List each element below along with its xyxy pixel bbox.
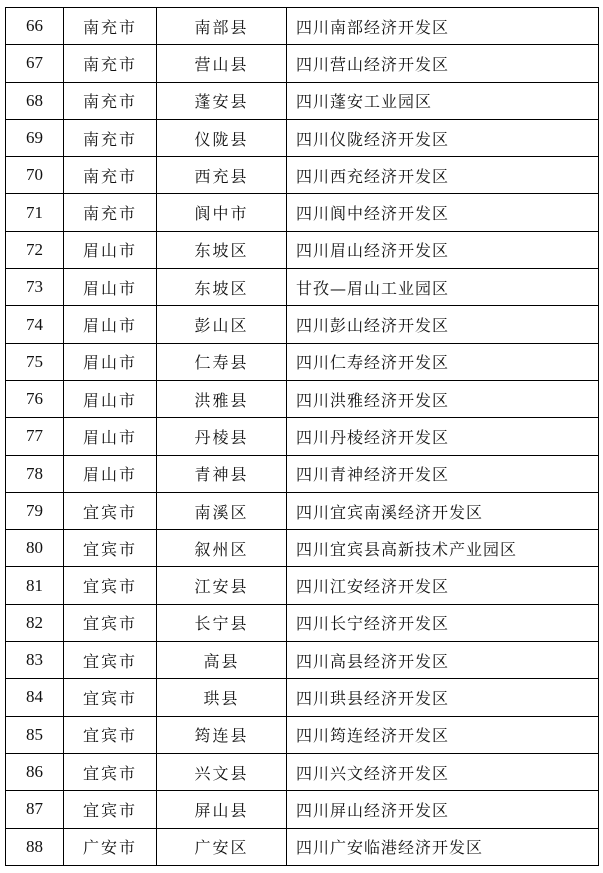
county-cell: 蓬安县 xyxy=(157,82,287,119)
city-cell: 眉山市 xyxy=(64,343,157,380)
table-row xyxy=(6,157,599,194)
county-cell: 丹棱县 xyxy=(157,418,287,455)
city-cell: 宜宾市 xyxy=(64,679,157,716)
row-index-cell: 70 xyxy=(6,157,64,194)
table-row xyxy=(6,716,599,753)
row-index-cell: 78 xyxy=(6,455,64,492)
row-index-cell: 79 xyxy=(6,492,64,529)
zone-name-cell: 四川宜宾南溪经济开发区 xyxy=(287,492,599,529)
table-row xyxy=(6,119,599,156)
zone-name-cell: 四川洪雅经济开发区 xyxy=(287,380,599,417)
county-cell: 仪陇县 xyxy=(157,119,287,156)
zone-name-cell: 四川彭山经济开发区 xyxy=(287,306,599,343)
zone-name-cell: 甘孜—眉山工业园区 xyxy=(287,269,599,306)
county-cell: 洪雅县 xyxy=(157,380,287,417)
row-index-cell: 73 xyxy=(6,269,64,306)
county-cell: 高县 xyxy=(157,642,287,679)
row-index-cell: 67 xyxy=(6,45,64,82)
county-cell: 青神县 xyxy=(157,455,287,492)
city-cell: 宜宾市 xyxy=(64,753,157,790)
city-cell: 宜宾市 xyxy=(64,567,157,604)
zone-name-cell: 四川青神经济开发区 xyxy=(287,455,599,492)
row-index-cell: 88 xyxy=(6,828,64,865)
table-row xyxy=(6,45,599,82)
county-cell: 东坡区 xyxy=(157,231,287,268)
table-row xyxy=(6,82,599,119)
row-index-cell: 71 xyxy=(6,194,64,231)
zone-name-cell: 四川宜宾县高新技术产业园区 xyxy=(287,530,599,567)
city-cell: 南充市 xyxy=(64,8,157,45)
county-cell: 营山县 xyxy=(157,45,287,82)
county-cell: 珙县 xyxy=(157,679,287,716)
row-index-cell: 72 xyxy=(6,231,64,268)
county-cell: 仁寿县 xyxy=(157,343,287,380)
city-cell: 眉山市 xyxy=(64,306,157,343)
city-cell: 眉山市 xyxy=(64,380,157,417)
city-cell: 眉山市 xyxy=(64,231,157,268)
zone-name-cell: 四川高县经济开发区 xyxy=(287,642,599,679)
county-cell: 叙州区 xyxy=(157,530,287,567)
county-cell: 广安区 xyxy=(157,828,287,865)
zone-name-cell: 四川筠连经济开发区 xyxy=(287,716,599,753)
table-row xyxy=(6,418,599,455)
zone-name-cell: 四川营山经济开发区 xyxy=(287,45,599,82)
city-cell: 南充市 xyxy=(64,194,157,231)
zone-name-cell: 四川西充经济开发区 xyxy=(287,157,599,194)
city-cell: 广安市 xyxy=(64,828,157,865)
table-row xyxy=(6,269,599,306)
county-cell: 屏山县 xyxy=(157,791,287,828)
city-cell: 宜宾市 xyxy=(64,492,157,529)
city-cell: 南充市 xyxy=(64,119,157,156)
row-index-cell: 74 xyxy=(6,306,64,343)
row-index-cell: 83 xyxy=(6,642,64,679)
city-cell: 宜宾市 xyxy=(64,791,157,828)
county-cell: 南部县 xyxy=(157,8,287,45)
table-row xyxy=(6,8,599,45)
zone-name-cell: 四川珙县经济开发区 xyxy=(287,679,599,716)
city-cell: 宜宾市 xyxy=(64,604,157,641)
zone-name-cell: 四川江安经济开发区 xyxy=(287,567,599,604)
table-body xyxy=(6,8,599,866)
row-index-cell: 80 xyxy=(6,530,64,567)
table-row xyxy=(6,492,599,529)
county-cell: 筠连县 xyxy=(157,716,287,753)
zone-name-cell: 四川眉山经济开发区 xyxy=(287,231,599,268)
row-index-cell: 66 xyxy=(6,8,64,45)
county-cell: 阆中市 xyxy=(157,194,287,231)
zone-name-cell: 四川屏山经济开发区 xyxy=(287,791,599,828)
county-cell: 兴文县 xyxy=(157,753,287,790)
zone-name-cell: 四川仪陇经济开发区 xyxy=(287,119,599,156)
zone-name-cell: 四川仁寿经济开发区 xyxy=(287,343,599,380)
row-index-cell: 81 xyxy=(6,567,64,604)
table-row xyxy=(6,567,599,604)
county-cell: 南溪区 xyxy=(157,492,287,529)
row-index-cell: 82 xyxy=(6,604,64,641)
city-cell: 南充市 xyxy=(64,157,157,194)
city-cell: 宜宾市 xyxy=(64,530,157,567)
row-index-cell: 68 xyxy=(6,82,64,119)
table-row xyxy=(6,306,599,343)
table-row xyxy=(6,753,599,790)
county-cell: 江安县 xyxy=(157,567,287,604)
row-index-cell: 77 xyxy=(6,418,64,455)
county-cell: 东坡区 xyxy=(157,269,287,306)
table-row xyxy=(6,604,599,641)
table-row xyxy=(6,231,599,268)
city-cell: 眉山市 xyxy=(64,418,157,455)
city-cell: 眉山市 xyxy=(64,269,157,306)
table-row xyxy=(6,530,599,567)
row-index-cell: 69 xyxy=(6,119,64,156)
row-index-cell: 87 xyxy=(6,791,64,828)
table-row xyxy=(6,828,599,865)
table-row xyxy=(6,679,599,716)
table-row xyxy=(6,791,599,828)
row-index-cell: 86 xyxy=(6,753,64,790)
zone-name-cell: 四川南部经济开发区 xyxy=(287,8,599,45)
county-cell: 长宁县 xyxy=(157,604,287,641)
table-row xyxy=(6,380,599,417)
table-row xyxy=(6,455,599,492)
zone-name-cell: 四川长宁经济开发区 xyxy=(287,604,599,641)
county-cell: 彭山区 xyxy=(157,306,287,343)
row-index-cell: 85 xyxy=(6,716,64,753)
development-zone-table xyxy=(5,7,599,866)
city-cell: 南充市 xyxy=(64,45,157,82)
zone-name-cell: 四川丹棱经济开发区 xyxy=(287,418,599,455)
city-cell: 南充市 xyxy=(64,82,157,119)
table-row xyxy=(6,642,599,679)
row-index-cell: 76 xyxy=(6,380,64,417)
zone-name-cell: 四川蓬安工业园区 xyxy=(287,82,599,119)
zone-name-cell: 四川广安临港经济开发区 xyxy=(287,828,599,865)
row-index-cell: 84 xyxy=(6,679,64,716)
table-row xyxy=(6,343,599,380)
city-cell: 宜宾市 xyxy=(64,642,157,679)
county-cell: 西充县 xyxy=(157,157,287,194)
row-index-cell: 75 xyxy=(6,343,64,380)
zone-name-cell: 四川兴文经济开发区 xyxy=(287,753,599,790)
zone-name-cell: 四川阆中经济开发区 xyxy=(287,194,599,231)
table-row xyxy=(6,194,599,231)
city-cell: 宜宾市 xyxy=(64,716,157,753)
city-cell: 眉山市 xyxy=(64,455,157,492)
